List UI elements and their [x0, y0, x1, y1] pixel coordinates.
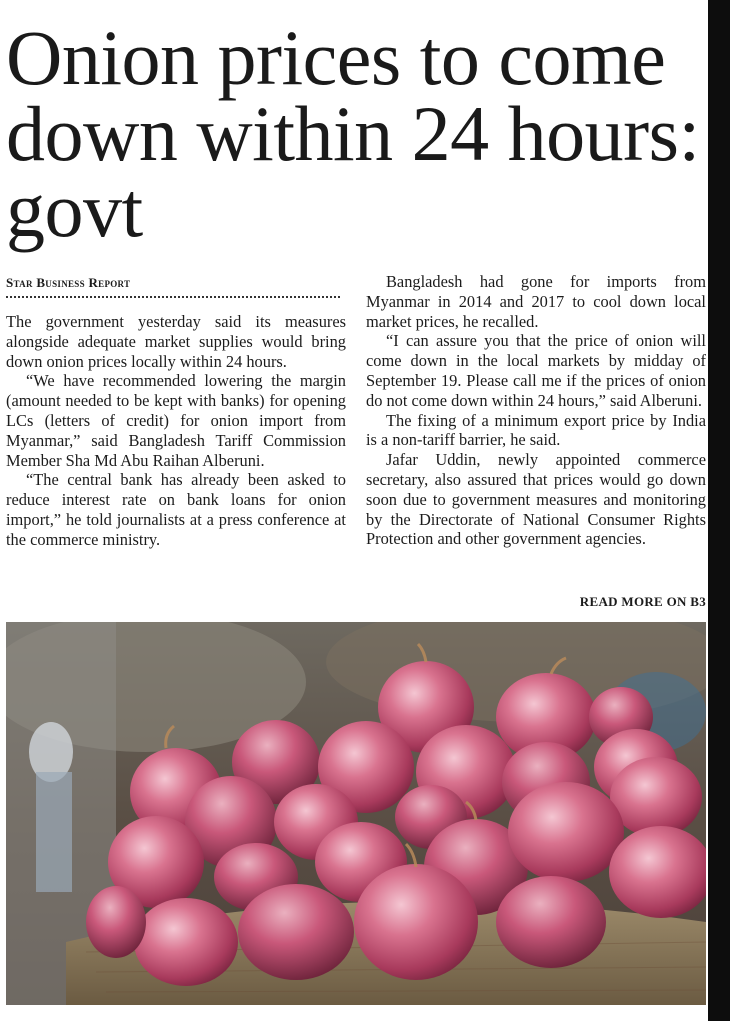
paragraph: “I can assure you that the price of onion will come down in the local markets by midday of September 19. Please call me if the prices of onion do not come down within 24 hours,” said Alberuni. — [366, 331, 706, 410]
paragraph: The government yesterday said its measures alongside adequate market supplies would bring down onion prices locally within 24 hours. — [6, 312, 346, 371]
paragraph: The fixing of a minimum export price by India is a non-tariff barrier, he said. — [366, 410, 706, 450]
read-more-link[interactable]: READ MORE ON B3 — [579, 594, 706, 609]
paragraph: “We have recommended lowering the margin (amount needed to be kept with banks) for opening LCs (letters of credit) for onion import from Myanmar,” said Bangladesh Tariff Commission Member Sha Md Abu Raihan Alberuni. — [6, 371, 346, 470]
paragraph: Jafar Uddin, newly appointed commerce secretary, also assured that prices would go down soon due to government measures and monitoring by the Directorate of National Consumer Rights Protection and other government agencies. — [366, 450, 706, 549]
byline-divider — [6, 296, 340, 298]
paragraph: “The central bank has already been asked to reduce interest rate on bank loans for onion import,” he told journalists at a press conference at the commerce ministry. — [6, 470, 346, 549]
byline: Star Business Report — [6, 275, 131, 290]
onion-photo — [6, 622, 706, 1005]
page-edge-bar — [708, 0, 730, 1021]
article-column-left — [6, 312, 346, 550]
paragraph: Bangladesh had gone for imports from Myanmar in 2014 and 2017 to cool down local market prices, he recalled. — [366, 272, 706, 331]
headline: Onion prices to come down within 24 hours: govt — [6, 14, 700, 253]
article-column-right — [366, 272, 706, 549]
onion-pile-illustration — [6, 622, 706, 1005]
